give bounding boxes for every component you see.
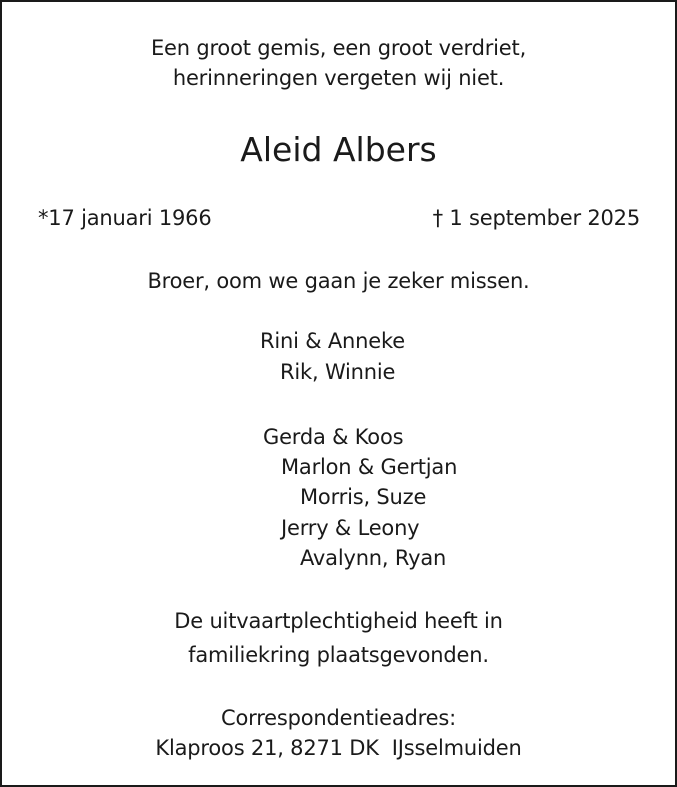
funeral-note-line-1: De uitvaartplechtigheid heeft in [174, 609, 503, 633]
verse-line-2: herinneringen vergeten wij niet. [172, 66, 505, 90]
correspondence-label: Correspondentieadres: [221, 706, 456, 730]
death-date: † 1 september 2025 [432, 206, 640, 230]
funeral-note-line-2: familiekring plaatsgevonden. [188, 643, 489, 667]
family-group2-line5: Avalynn, Ryan [300, 546, 447, 570]
correspondence-address: Klaproos 21, 8271 DK IJsselmuiden [155, 736, 522, 760]
family-group1-line1: Rini & Anneke [260, 329, 405, 353]
deceased-name: Aleid Albers [240, 130, 437, 169]
family-group1-line2: Rik, Winnie [280, 360, 396, 384]
verse-line-1: Een groot gemis, een groot verdriet, [150, 36, 527, 60]
family-group2-line1: Gerda & Koos [263, 425, 404, 449]
farewell-message: Broer, oom we gaan je zeker missen. [147, 269, 530, 293]
family-group2-line3: Morris, Suze [300, 485, 427, 509]
birth-date: *17 januari 1966 [38, 206, 212, 230]
family-group2-line2: Marlon & Gertjan [281, 455, 458, 479]
family-group2-line4: Jerry & Leony [281, 516, 420, 540]
